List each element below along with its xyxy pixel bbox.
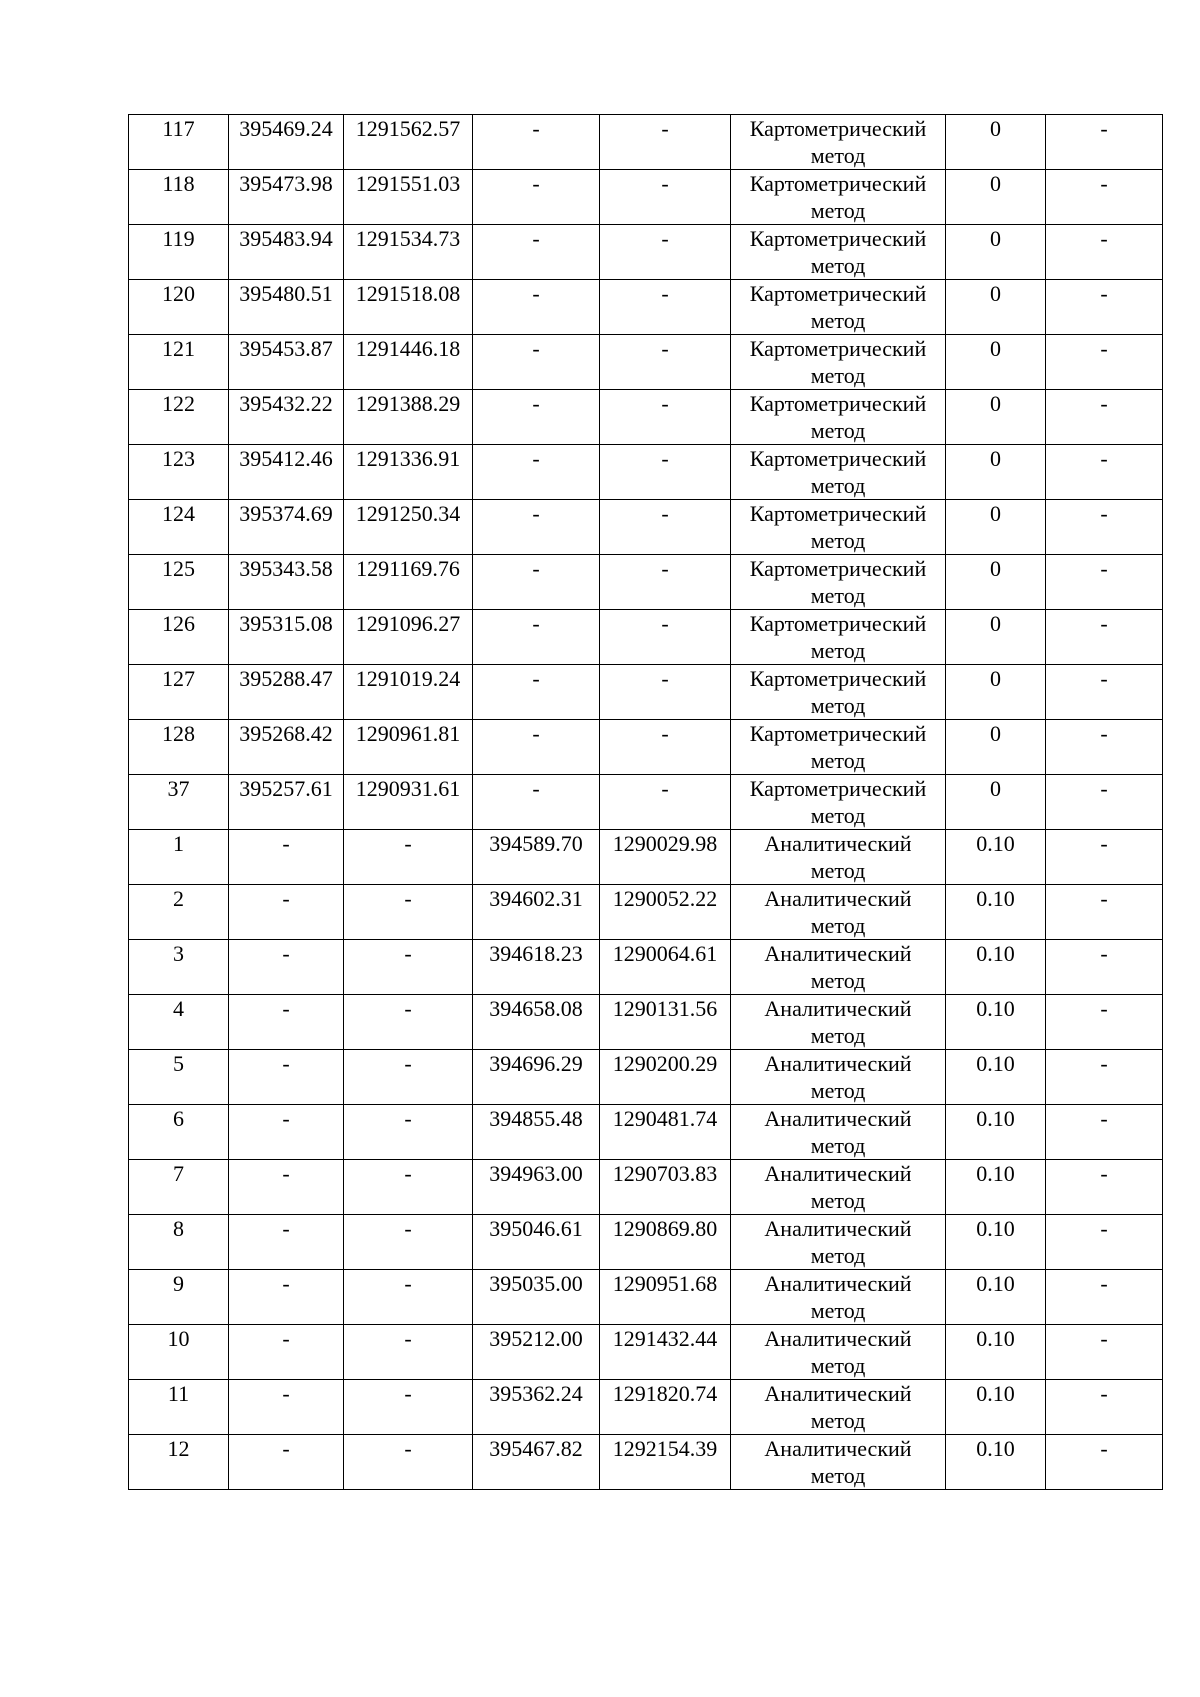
cell-new-y: 1290951.68 (600, 1270, 731, 1325)
cell-existing-x: 395374.69 (229, 500, 344, 555)
method-line: Аналитический (764, 886, 912, 911)
method-line: Картометрический (749, 116, 927, 141)
cell-point-number: 127 (129, 665, 229, 720)
cell-accuracy: 0 (946, 225, 1046, 280)
method-line: Картометрический (749, 226, 927, 251)
cell-point-number: 122 (129, 390, 229, 445)
cell-description: - (1046, 170, 1163, 225)
cell-existing-x: 395473.98 (229, 170, 344, 225)
cell-description: - (1046, 885, 1163, 940)
method-line: метод (810, 1078, 866, 1103)
cell-point-number: 4 (129, 995, 229, 1050)
method-line: метод (810, 693, 866, 718)
cell-existing-x: 395483.94 (229, 225, 344, 280)
cell-new-x: 394618.23 (473, 940, 600, 995)
cell-existing-y: 1291336.91 (344, 445, 473, 500)
method-line: Картометрический (749, 666, 927, 691)
cell-accuracy: 0 (946, 555, 1046, 610)
cell-existing-y: 1291388.29 (344, 390, 473, 445)
cell-method (731, 555, 946, 610)
cell-new-y: - (600, 665, 731, 720)
method-line: метод (810, 858, 866, 883)
cell-existing-y: 1290961.81 (344, 720, 473, 775)
cell-existing-y: 1291169.76 (344, 555, 473, 610)
method-line: метод (810, 363, 866, 388)
cell-existing-x: - (229, 1325, 344, 1380)
cell-accuracy: 0 (946, 610, 1046, 665)
cell-accuracy: 0.10 (946, 995, 1046, 1050)
cell-new-y: - (600, 170, 731, 225)
table-row (129, 225, 1163, 280)
cell-new-x: - (473, 170, 600, 225)
cell-new-y: 1290131.56 (600, 995, 731, 1050)
cell-new-y: 1290869.80 (600, 1215, 731, 1270)
table-row (129, 1105, 1163, 1160)
cell-existing-x: - (229, 1435, 344, 1490)
cell-existing-x: 395453.87 (229, 335, 344, 390)
cell-new-x: 394602.31 (473, 885, 600, 940)
cell-new-y: 1290052.22 (600, 885, 731, 940)
cell-new-y: - (600, 500, 731, 555)
cell-description: - (1046, 720, 1163, 775)
cell-existing-x: 395288.47 (229, 665, 344, 720)
coordinates-table (128, 114, 1163, 1490)
method-line: метод (810, 1133, 866, 1158)
cell-existing-y: 1291551.03 (344, 170, 473, 225)
table-row (129, 1050, 1163, 1105)
cell-point-number: 2 (129, 885, 229, 940)
cell-method (731, 170, 946, 225)
cell-description: - (1046, 610, 1163, 665)
cell-accuracy: 0 (946, 665, 1046, 720)
cell-existing-y: - (344, 1270, 473, 1325)
cell-new-y: 1290029.98 (600, 830, 731, 885)
cell-description: - (1046, 335, 1163, 390)
cell-existing-y: - (344, 995, 473, 1050)
method-line: Картометрический (749, 446, 927, 471)
table-row (129, 1215, 1163, 1270)
cell-existing-x: 395412.46 (229, 445, 344, 500)
cell-description: - (1046, 1050, 1163, 1105)
cell-existing-y: 1291518.08 (344, 280, 473, 335)
cell-existing-x: - (229, 940, 344, 995)
cell-point-number: 1 (129, 830, 229, 885)
method-line: Аналитический (764, 1326, 912, 1351)
cell-new-x: - (473, 665, 600, 720)
cell-point-number: 10 (129, 1325, 229, 1380)
cell-method (731, 1160, 946, 1215)
cell-description: - (1046, 1105, 1163, 1160)
cell-method (731, 720, 946, 775)
table-row (129, 1160, 1163, 1215)
method-line: метод (810, 913, 866, 938)
cell-new-x: - (473, 720, 600, 775)
cell-new-x: - (473, 555, 600, 610)
cell-existing-x: 395480.51 (229, 280, 344, 335)
cell-description: - (1046, 1435, 1163, 1490)
table-row (129, 940, 1163, 995)
cell-existing-y: - (344, 1105, 473, 1160)
cell-new-x: 394589.70 (473, 830, 600, 885)
cell-point-number: 123 (129, 445, 229, 500)
cell-accuracy: 0.10 (946, 830, 1046, 885)
table-body (129, 115, 1163, 1490)
table-row (129, 995, 1163, 1050)
cell-existing-x: 395343.58 (229, 555, 344, 610)
cell-existing-y: - (344, 1325, 473, 1380)
cell-point-number: 121 (129, 335, 229, 390)
cell-point-number: 12 (129, 1435, 229, 1490)
cell-point-number: 124 (129, 500, 229, 555)
cell-point-number: 128 (129, 720, 229, 775)
cell-description: - (1046, 665, 1163, 720)
method-line: метод (810, 583, 866, 608)
table-row (129, 665, 1163, 720)
cell-existing-y: - (344, 1160, 473, 1215)
cell-description: - (1046, 1160, 1163, 1215)
cell-new-x: 394658.08 (473, 995, 600, 1050)
table-row (129, 555, 1163, 610)
method-line: метод (810, 1188, 866, 1213)
cell-new-x: 395212.00 (473, 1325, 600, 1380)
cell-new-y: 1290200.29 (600, 1050, 731, 1105)
cell-existing-x: - (229, 830, 344, 885)
cell-new-y: - (600, 390, 731, 445)
cell-description: - (1046, 1215, 1163, 1270)
cell-new-x: - (473, 775, 600, 830)
cell-method (731, 1050, 946, 1105)
cell-point-number: 6 (129, 1105, 229, 1160)
cell-existing-y: 1291562.57 (344, 115, 473, 170)
cell-new-y: 1291820.74 (600, 1380, 731, 1435)
cell-method (731, 1435, 946, 1490)
cell-point-number: 7 (129, 1160, 229, 1215)
cell-method (731, 665, 946, 720)
cell-method (731, 1270, 946, 1325)
cell-new-x: - (473, 280, 600, 335)
cell-point-number: 120 (129, 280, 229, 335)
method-line: Аналитический (764, 941, 912, 966)
cell-existing-y: - (344, 885, 473, 940)
cell-existing-x: 395469.24 (229, 115, 344, 170)
method-line: Картометрический (749, 171, 927, 196)
cell-method (731, 830, 946, 885)
cell-method (731, 280, 946, 335)
cell-existing-x: 395257.61 (229, 775, 344, 830)
method-line: метод (810, 308, 866, 333)
cell-method (731, 1380, 946, 1435)
cell-existing-x: - (229, 1215, 344, 1270)
cell-accuracy: 0.10 (946, 1105, 1046, 1160)
cell-accuracy: 0.10 (946, 1325, 1046, 1380)
cell-accuracy: 0 (946, 280, 1046, 335)
cell-method (731, 940, 946, 995)
cell-new-x: - (473, 225, 600, 280)
cell-method (731, 225, 946, 280)
table-row (129, 445, 1163, 500)
cell-new-y: 1290703.83 (600, 1160, 731, 1215)
cell-point-number: 11 (129, 1380, 229, 1435)
cell-accuracy: 0 (946, 445, 1046, 500)
cell-new-y: - (600, 610, 731, 665)
cell-point-number: 5 (129, 1050, 229, 1105)
method-line: Аналитический (764, 1271, 912, 1296)
method-line: Картометрический (749, 501, 927, 526)
method-line: метод (810, 748, 866, 773)
cell-accuracy: 0 (946, 335, 1046, 390)
cell-existing-x: - (229, 995, 344, 1050)
cell-new-x: 395362.24 (473, 1380, 600, 1435)
cell-new-x: - (473, 115, 600, 170)
cell-existing-y: - (344, 1380, 473, 1435)
cell-new-y: - (600, 115, 731, 170)
method-line: Аналитический (764, 1436, 912, 1461)
cell-accuracy: 0.10 (946, 1215, 1046, 1270)
cell-point-number: 118 (129, 170, 229, 225)
cell-new-x: - (473, 390, 600, 445)
cell-description: - (1046, 445, 1163, 500)
cell-method (731, 115, 946, 170)
cell-method (731, 335, 946, 390)
cell-existing-x: - (229, 1380, 344, 1435)
method-line: Картометрический (749, 391, 927, 416)
cell-accuracy: 0 (946, 500, 1046, 555)
cell-new-x: 395035.00 (473, 1270, 600, 1325)
cell-existing-y: 1291534.73 (344, 225, 473, 280)
cell-point-number: 125 (129, 555, 229, 610)
cell-new-y: 1291432.44 (600, 1325, 731, 1380)
cell-new-x: 394963.00 (473, 1160, 600, 1215)
cell-method (731, 500, 946, 555)
table-row (129, 720, 1163, 775)
table-row (129, 830, 1163, 885)
cell-existing-y: - (344, 830, 473, 885)
method-line: метод (810, 143, 866, 168)
cell-new-x: 395467.82 (473, 1435, 600, 1490)
cell-existing-y: - (344, 1050, 473, 1105)
method-line: Картометрический (749, 611, 927, 636)
cell-description: - (1046, 1270, 1163, 1325)
method-line: Аналитический (764, 1216, 912, 1241)
table-row (129, 1325, 1163, 1380)
table-row (129, 610, 1163, 665)
method-line: Картометрический (749, 281, 927, 306)
cell-new-y: 1292154.39 (600, 1435, 731, 1490)
cell-method (731, 995, 946, 1050)
cell-new-x: - (473, 500, 600, 555)
cell-new-x: 394696.29 (473, 1050, 600, 1105)
cell-accuracy: 0.10 (946, 1160, 1046, 1215)
cell-new-x: - (473, 610, 600, 665)
method-line: метод (810, 1353, 866, 1378)
cell-method (731, 885, 946, 940)
cell-new-y: - (600, 280, 731, 335)
cell-existing-y: - (344, 940, 473, 995)
method-line: метод (810, 968, 866, 993)
method-line: метод (810, 1408, 866, 1433)
table-row (129, 280, 1163, 335)
cell-existing-y: - (344, 1215, 473, 1270)
method-line: Аналитический (764, 831, 912, 856)
cell-method (731, 1105, 946, 1160)
table-row (129, 885, 1163, 940)
cell-description: - (1046, 390, 1163, 445)
method-line: метод (810, 473, 866, 498)
cell-description: - (1046, 940, 1163, 995)
cell-description: - (1046, 280, 1163, 335)
method-line: метод (810, 253, 866, 278)
cell-new-x: 395046.61 (473, 1215, 600, 1270)
cell-description: - (1046, 555, 1163, 610)
cell-existing-y: - (344, 1435, 473, 1490)
cell-existing-x: - (229, 1105, 344, 1160)
cell-new-y: - (600, 225, 731, 280)
cell-accuracy: 0 (946, 775, 1046, 830)
method-line: Аналитический (764, 1051, 912, 1076)
cell-method (731, 445, 946, 500)
cell-accuracy: 0.10 (946, 1050, 1046, 1105)
cell-accuracy: 0.10 (946, 1270, 1046, 1325)
cell-method (731, 390, 946, 445)
cell-existing-y: 1291019.24 (344, 665, 473, 720)
cell-description: - (1046, 775, 1163, 830)
method-line: метод (810, 418, 866, 443)
method-line: Аналитический (764, 1161, 912, 1186)
cell-method (731, 1325, 946, 1380)
method-line: метод (810, 528, 866, 553)
method-line: Аналитический (764, 1381, 912, 1406)
cell-accuracy: 0.10 (946, 885, 1046, 940)
cell-accuracy: 0 (946, 170, 1046, 225)
cell-existing-x: - (229, 885, 344, 940)
cell-existing-y: 1291250.34 (344, 500, 473, 555)
method-line: Аналитический (764, 996, 912, 1021)
cell-existing-y: 1291096.27 (344, 610, 473, 665)
cell-new-y: 1290481.74 (600, 1105, 731, 1160)
table-row (129, 1380, 1163, 1435)
table-row (129, 170, 1163, 225)
cell-point-number: 119 (129, 225, 229, 280)
cell-description: - (1046, 225, 1163, 280)
method-line: метод (810, 638, 866, 663)
cell-accuracy: 0 (946, 390, 1046, 445)
cell-existing-x: - (229, 1270, 344, 1325)
cell-existing-y: 1290931.61 (344, 775, 473, 830)
method-line: Картометрический (749, 776, 927, 801)
cell-method (731, 610, 946, 665)
cell-existing-x: - (229, 1160, 344, 1215)
cell-point-number: 9 (129, 1270, 229, 1325)
method-line: Картометрический (749, 721, 927, 746)
table-row (129, 115, 1163, 170)
cell-new-y: - (600, 555, 731, 610)
cell-new-y: - (600, 720, 731, 775)
method-line: метод (810, 1463, 866, 1488)
method-line: метод (810, 198, 866, 223)
cell-description: - (1046, 115, 1163, 170)
cell-description: - (1046, 1380, 1163, 1435)
cell-new-x: 394855.48 (473, 1105, 600, 1160)
method-line: Картометрический (749, 556, 927, 581)
cell-accuracy: 0 (946, 115, 1046, 170)
cell-point-number: 126 (129, 610, 229, 665)
method-line: метод (810, 803, 866, 828)
cell-existing-x: 395268.42 (229, 720, 344, 775)
cell-new-y: - (600, 445, 731, 500)
table-row (129, 500, 1163, 555)
cell-accuracy: 0 (946, 720, 1046, 775)
cell-point-number: 117 (129, 115, 229, 170)
cell-new-y: 1290064.61 (600, 940, 731, 995)
cell-point-number: 3 (129, 940, 229, 995)
cell-accuracy: 0.10 (946, 1435, 1046, 1490)
cell-new-x: - (473, 335, 600, 390)
table-row (129, 335, 1163, 390)
cell-new-y: - (600, 775, 731, 830)
cell-accuracy: 0.10 (946, 940, 1046, 995)
table-row (129, 1435, 1163, 1490)
method-line: Картометрический (749, 336, 927, 361)
cell-existing-x: 395432.22 (229, 390, 344, 445)
method-line: метод (810, 1243, 866, 1268)
cell-existing-x: - (229, 1050, 344, 1105)
cell-method (731, 1215, 946, 1270)
cell-method (731, 775, 946, 830)
cell-description: - (1046, 500, 1163, 555)
table-row (129, 1270, 1163, 1325)
cell-description: - (1046, 830, 1163, 885)
cell-existing-x: 395315.08 (229, 610, 344, 665)
cell-new-y: - (600, 335, 731, 390)
cell-point-number: 8 (129, 1215, 229, 1270)
method-line: метод (810, 1298, 866, 1323)
method-line: Аналитический (764, 1106, 912, 1131)
table-row (129, 775, 1163, 830)
cell-existing-y: 1291446.18 (344, 335, 473, 390)
cell-description: - (1046, 995, 1163, 1050)
cell-description: - (1046, 1325, 1163, 1380)
table-row (129, 390, 1163, 445)
cell-point-number: 37 (129, 775, 229, 830)
method-line: метод (810, 1023, 866, 1048)
cell-new-x: - (473, 445, 600, 500)
cell-accuracy: 0.10 (946, 1380, 1046, 1435)
